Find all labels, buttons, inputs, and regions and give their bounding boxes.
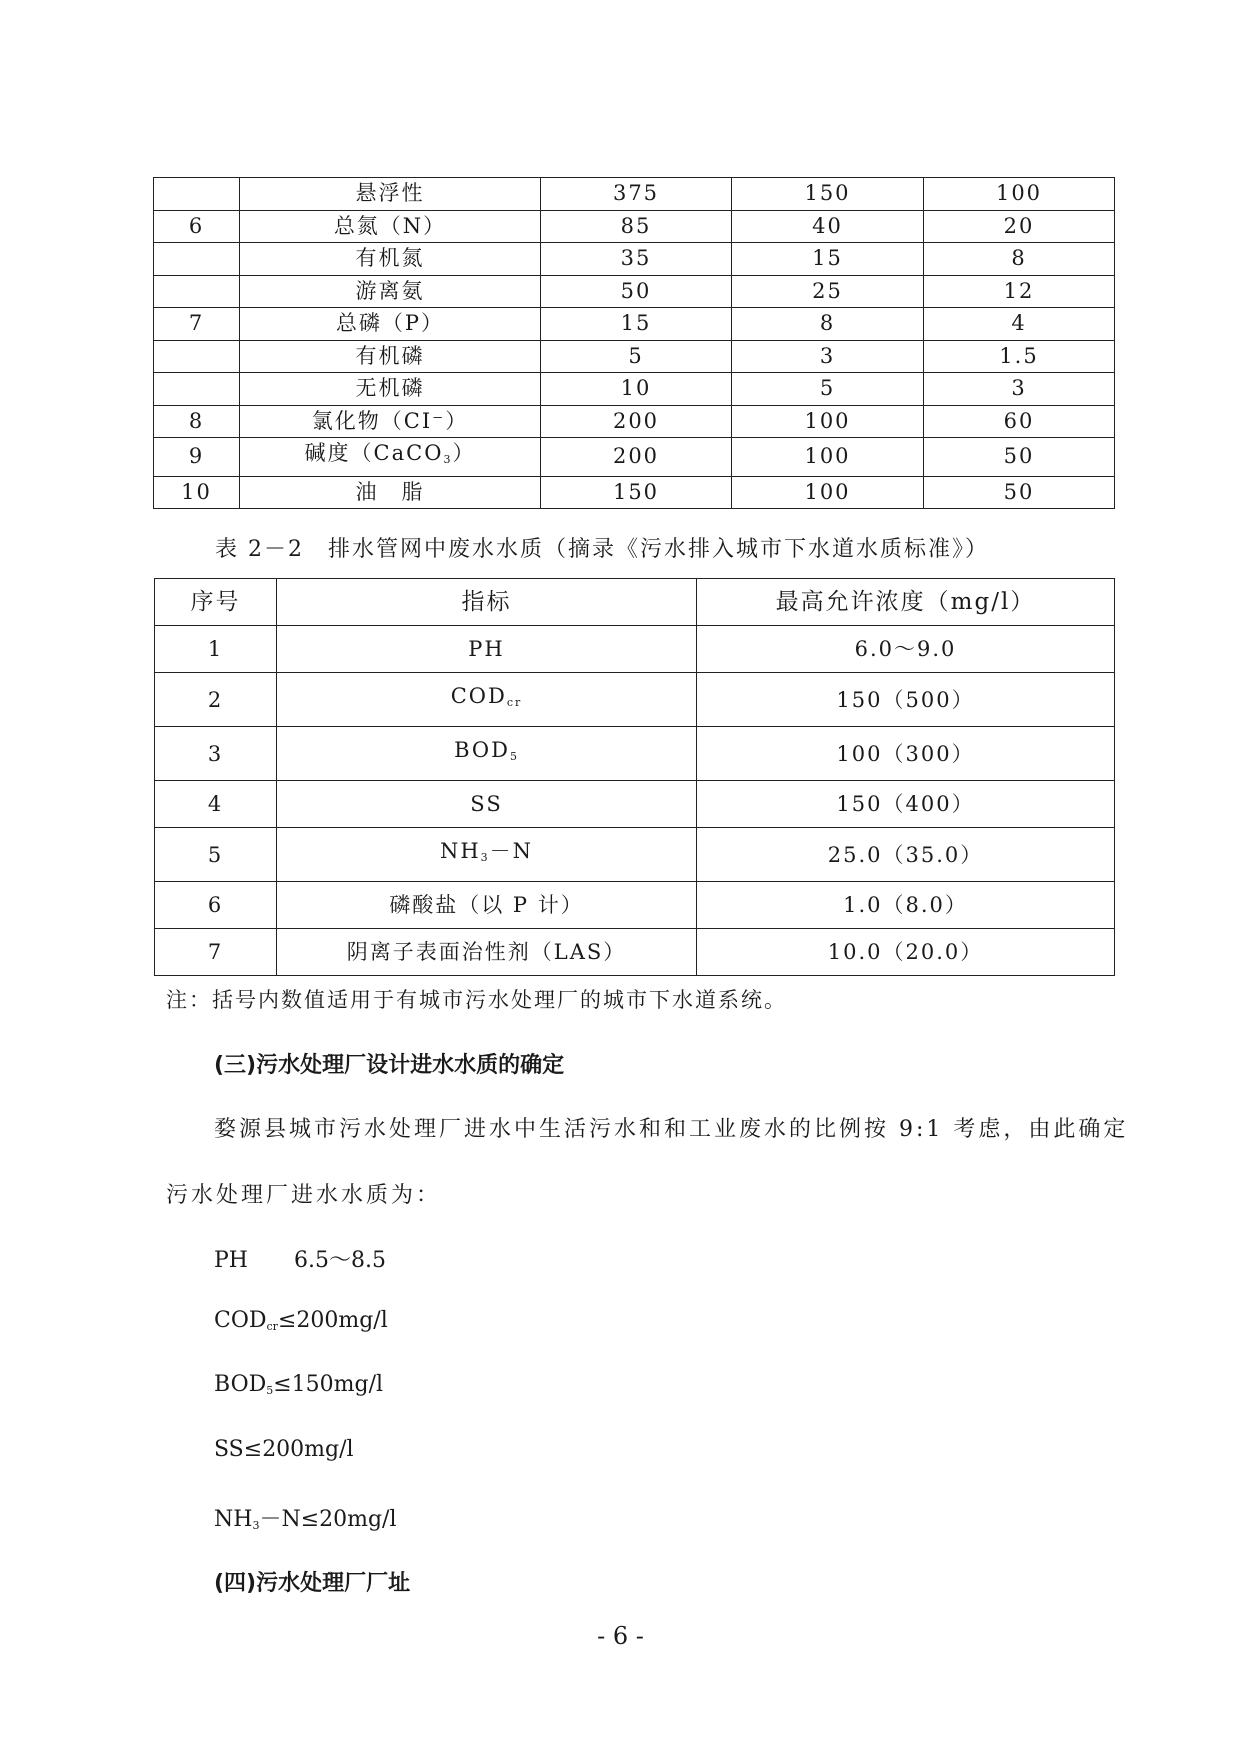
- sewer-water-quality-table: [154, 578, 1115, 976]
- row-c2: 100: [732, 476, 924, 509]
- paragraph-line: 婺源县城市污水处理厂进水中生活污水和和工业废水的比例按 9:1 考虑，由此确定: [214, 1117, 1129, 1142]
- table-row: [155, 673, 1115, 727]
- row-limit: 1.0（8.0）: [697, 882, 1115, 929]
- row-c3: 4: [924, 308, 1115, 341]
- row-item: 氯化物（CI⁻）: [240, 405, 541, 438]
- row-c2: 15: [732, 243, 924, 276]
- table-row: [155, 929, 1115, 976]
- paragraph-line: 污水处理厂进水水质为：: [166, 1183, 442, 1208]
- table-row: [154, 476, 1115, 509]
- row-item: [240, 438, 541, 477]
- spec-cod: [214, 1308, 388, 1333]
- spec-value: ≤150mg/l: [273, 1372, 384, 1397]
- row-limit: 150（500）: [697, 673, 1115, 727]
- item-end: ）: [452, 441, 476, 465]
- row-item: 无机磷: [240, 373, 541, 406]
- indicator-subscript: 5: [509, 750, 519, 763]
- row-c1: 375: [541, 178, 732, 211]
- row-item: 悬浮性: [240, 178, 541, 211]
- row-c1: 200: [541, 438, 732, 477]
- indicator-main: BOD: [454, 738, 510, 762]
- row-c2: 25: [732, 275, 924, 308]
- indicator-main: NH: [439, 839, 481, 863]
- table-row: [155, 882, 1115, 929]
- table-row: [154, 438, 1115, 477]
- row-no: [154, 243, 240, 276]
- row-c1: 200: [541, 405, 732, 438]
- item-main: 碱度（CaCO: [304, 441, 444, 465]
- row-item: 有机氮: [240, 243, 541, 276]
- row-no: 7: [154, 308, 240, 341]
- row-no: [154, 178, 240, 211]
- row-c3: 8: [924, 243, 1115, 276]
- row-no: 6: [155, 882, 277, 929]
- spec-bod: [214, 1372, 383, 1397]
- row-c3: 50: [924, 476, 1115, 509]
- row-limit: 6.0～9.0: [697, 626, 1115, 673]
- table-row: [155, 727, 1115, 781]
- table-row: [155, 781, 1115, 828]
- table-row: [154, 340, 1115, 373]
- row-no: [154, 373, 240, 406]
- row-c3: 60: [924, 405, 1115, 438]
- spec-label: COD: [214, 1308, 267, 1333]
- section-heading: (四)污水处理厂厂址: [214, 1571, 411, 1596]
- spec-subscript: 5: [266, 1384, 274, 1397]
- indicator-subscript: 3: [480, 851, 490, 864]
- row-c2: 100: [732, 405, 924, 438]
- row-c2: 3: [732, 340, 924, 373]
- row-indicator: 阴离子表面治性剂（LAS）: [277, 929, 697, 976]
- row-indicator: PH: [277, 626, 697, 673]
- row-no: 5: [155, 828, 277, 882]
- row-no: 10: [154, 476, 240, 509]
- row-limit: 10.0（20.0）: [697, 929, 1115, 976]
- row-item: 总氮（N）: [240, 210, 541, 243]
- row-c3: 12: [924, 275, 1115, 308]
- spec-ph: [214, 1243, 386, 1274]
- row-item: 总磷（P）: [240, 308, 541, 341]
- row-indicator: [277, 727, 697, 781]
- table-row: [154, 210, 1115, 243]
- row-no: [154, 275, 240, 308]
- table-row: [155, 626, 1115, 673]
- table-note: 注：括号内数值适用于有城市污水处理厂的城市下水道系统。: [166, 988, 787, 1012]
- spec-subscript: cr: [266, 1320, 278, 1333]
- spec-value: 6.5～8.5: [294, 1248, 386, 1273]
- row-c2: 100: [732, 438, 924, 477]
- item-subscript: 3: [443, 453, 453, 466]
- spec-label: BOD: [214, 1372, 267, 1397]
- row-c3: 1.5: [924, 340, 1115, 373]
- row-no: 6: [154, 210, 240, 243]
- row-c3: 100: [924, 178, 1115, 211]
- row-c1: 10: [541, 373, 732, 406]
- row-item: 油 脂: [240, 476, 541, 509]
- spec-label: PH: [214, 1248, 248, 1273]
- row-c1: 50: [541, 275, 732, 308]
- row-no: 3: [155, 727, 277, 781]
- indicator-subscript: cr: [506, 696, 523, 709]
- row-limit: 25.0（35.0）: [697, 828, 1115, 882]
- row-indicator: [277, 828, 697, 882]
- header-no: 序号: [155, 579, 277, 626]
- row-limit: 100（300）: [697, 727, 1115, 781]
- row-c2: 5: [732, 373, 924, 406]
- row-no: 2: [155, 673, 277, 727]
- spec-subscript: 3: [252, 1519, 260, 1532]
- row-c1: 5: [541, 340, 732, 373]
- table-row: [154, 373, 1115, 406]
- row-item: 有机磷: [240, 340, 541, 373]
- row-c2: 40: [732, 210, 924, 243]
- row-c1: 85: [541, 210, 732, 243]
- table-header-row: [155, 579, 1115, 626]
- indicator-end: －N: [489, 839, 534, 863]
- row-indicator: SS: [277, 781, 697, 828]
- header-indicator: 指标: [277, 579, 697, 626]
- row-limit: 150（400）: [697, 781, 1115, 828]
- indicator-main: COD: [450, 684, 507, 708]
- row-item: 游离氨: [240, 275, 541, 308]
- row-no: 7: [155, 929, 277, 976]
- spec-nh3n: [214, 1502, 397, 1533]
- row-c3: 50: [924, 438, 1115, 477]
- table-row: [154, 405, 1115, 438]
- spec-label: NH: [214, 1507, 253, 1532]
- row-no: 1: [155, 626, 277, 673]
- table-row: [154, 243, 1115, 276]
- row-c1: 15: [541, 308, 732, 341]
- row-c1: 150: [541, 476, 732, 509]
- table-row: [155, 828, 1115, 882]
- table-row: [154, 275, 1115, 308]
- pollutant-concentration-table: [153, 177, 1115, 509]
- header-limit: 最高允许浓度（mg/l）: [697, 579, 1115, 626]
- row-indicator: [277, 673, 697, 727]
- page-number: - 6 -: [597, 1622, 644, 1650]
- row-no: 4: [155, 781, 277, 828]
- table-row: [154, 178, 1115, 211]
- row-no: 8: [154, 405, 240, 438]
- row-c2: 8: [732, 308, 924, 341]
- row-c2: 150: [732, 178, 924, 211]
- row-c1: 35: [541, 243, 732, 276]
- spec-ss: SS≤200mg/l: [214, 1437, 354, 1462]
- row-no: 9: [154, 438, 240, 477]
- section-heading: (三)污水处理厂设计进水水质的确定: [214, 1053, 565, 1078]
- row-no: [154, 340, 240, 373]
- spec-value: －N≤20mg/l: [259, 1507, 397, 1532]
- spec-value: ≤200mg/l: [277, 1308, 388, 1333]
- row-c3: 3: [924, 373, 1115, 406]
- table2-caption: 表 2－2 排水管网中废水水质（摘录《污水排入城市下水道水质标准》）: [215, 537, 989, 562]
- table-row: [154, 308, 1115, 341]
- row-c3: 20: [924, 210, 1115, 243]
- row-indicator: 磷酸盐（以 P 计）: [277, 882, 697, 929]
